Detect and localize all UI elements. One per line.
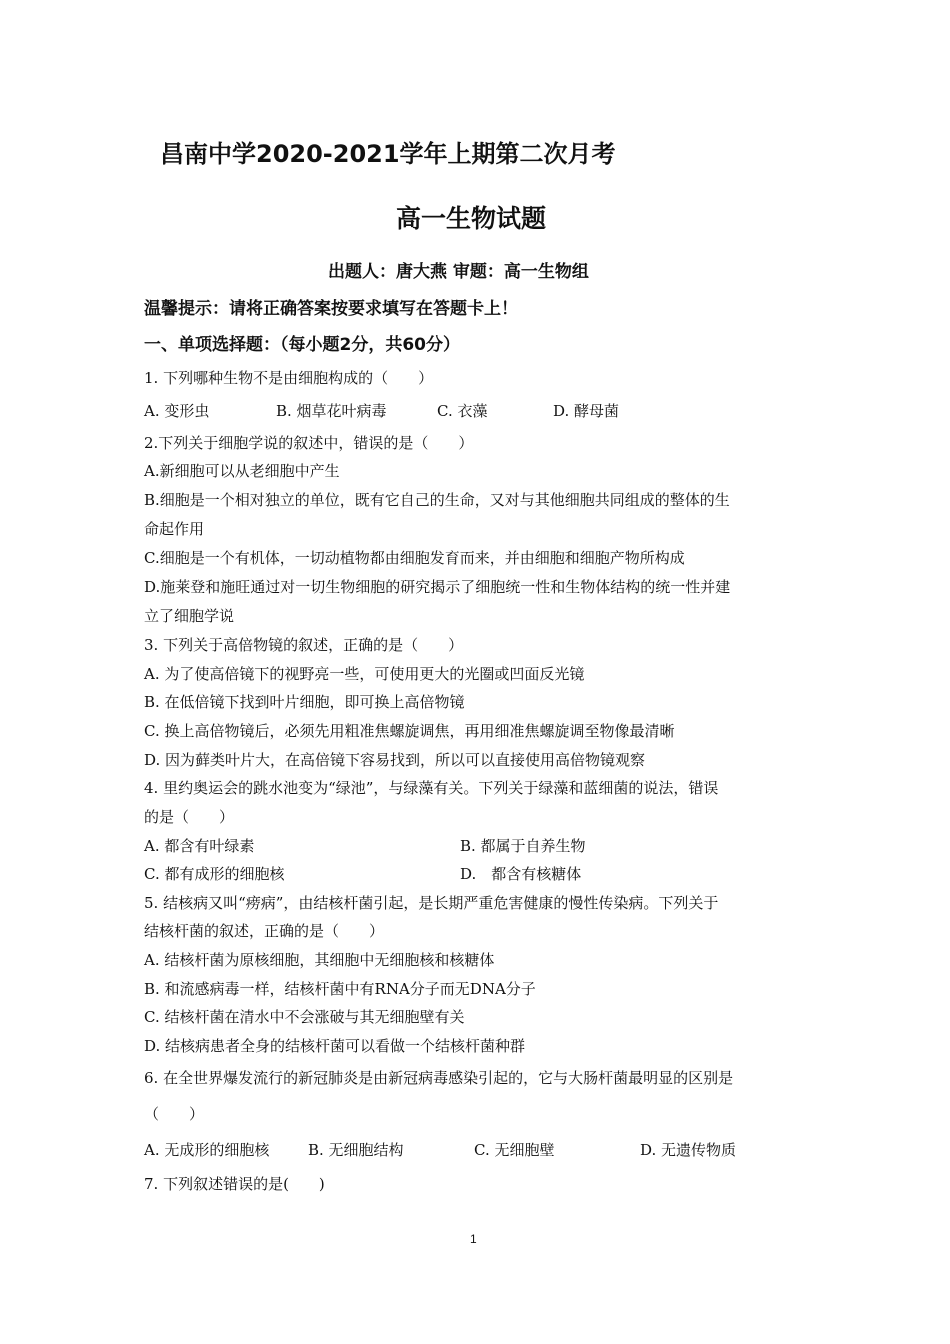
q3-option-c: C. 换上高倍物镜后，必须先用粗准焦螺旋调焦，再用细准焦螺旋调至物像最清晰: [144, 722, 675, 740]
exam-subtitle: 高一生物试题: [396, 204, 547, 233]
q3-option-d: D. 因为藓类叶片大，在高倍镜下容易找到，所以可以直接使用高倍物镜观察: [144, 751, 646, 769]
q6-stem-line2: （ ）: [144, 1105, 205, 1123]
q2-option-d-line2: 立了细胞学说: [144, 607, 235, 625]
q2-option-c: C.细胞是一个有机体，一切动植物都由细胞发育而来，并由细胞和细胞产物所构成: [144, 549, 685, 567]
q6-option-a: A. 无成形的细胞核: [144, 1141, 270, 1159]
q1-option-d: D. 酵母菌: [553, 402, 620, 420]
q4-stem-line2: 的是（ ）: [144, 808, 235, 826]
exam-title: 昌南中学2020-2021学年上期第二次月考: [160, 140, 616, 168]
q5-option-d: D. 结核病患者全身的结核杆菌可以看做一个结核杆菌种群: [144, 1037, 526, 1055]
q6-stem-line1: 6. 在全世界爆发流行的新冠肺炎是由新冠病毒感染引起的，它与大肠杆菌最明显的区别是: [144, 1069, 734, 1087]
q5-option-b: B. 和流感病毒一样，结核杆菌中有RNA分子而无DNA分子: [144, 980, 536, 998]
q2-stem: 2.下列关于细胞学说的叙述中，错误的是（ ）: [144, 434, 474, 452]
q4-option-c: C. 都有成形的细胞核: [144, 865, 285, 883]
q2-option-b-line2: 命起作用: [144, 520, 205, 538]
warm-tip: 温馨提示：请将正确答案按要求填写在答题卡上！: [144, 299, 518, 319]
q6-option-c: C. 无细胞壁: [474, 1141, 555, 1159]
exam-authors: 出题人：唐大燕 审题：高一生物组: [328, 262, 589, 282]
q5-option-c: C. 结核杆菌在清水中不会涨破与其无细胞壁有关: [144, 1008, 465, 1026]
q4-stem-line1: 4. 里约奥运会的跳水池变为“绿池”，与绿藻有关。下列关于绿藻和蓝细菌的说法，错误: [144, 779, 719, 797]
section-heading: 一、单项选择题：（每小题2分，共60分）: [144, 335, 460, 355]
q4-option-a: A. 都含有叶绿素: [144, 837, 255, 855]
q1-option-c: C. 衣藻: [437, 402, 488, 420]
q1-option-a: A. 变形虫: [144, 402, 210, 420]
q6-option-d: D. 无遗传物质: [640, 1141, 737, 1159]
q1-stem: 1. 下列哪种生物不是由细胞构成的（ ）: [144, 369, 434, 387]
q2-option-a: A.新细胞可以从老细胞中产生: [144, 462, 340, 480]
q2-option-d-line1: D.施莱登和施旺通过对一切生物细胞的研究揭示了细胞统一性和生物体结构的统一性并建: [144, 578, 731, 596]
q3-option-a: A. 为了使高倍镜下的视野亮一些，可使用更大的光圈或凹面反光镜: [144, 665, 585, 683]
q5-stem-line1: 5. 结核病又叫“痨病”，由结核杆菌引起，是长期严重危害健康的慢性传染病。下列关于: [144, 894, 719, 912]
q3-option-b: B. 在低倍镜下找到叶片细胞，即可换上高倍物镜: [144, 693, 465, 711]
q2-option-b-line1: B.细胞是一个相对独立的单位，既有它自己的生命，又对与其他细胞共同组成的整体的生: [144, 491, 730, 509]
q1-option-b: B. 烟草花叶病毒: [276, 402, 387, 420]
q4-option-d: D. 都含有核糖体: [460, 865, 582, 883]
q3-stem: 3. 下列关于高倍物镜的叙述，正确的是（ ）: [144, 636, 464, 654]
q4-option-b: B. 都属于自养生物: [460, 837, 586, 855]
q6-option-b: B. 无细胞结构: [308, 1141, 404, 1159]
q7-stem: 7. 下列叙述错误的是( ): [144, 1175, 325, 1193]
q5-stem-line2: 结核杆菌的叙述，正确的是（ ）: [144, 922, 385, 940]
q5-option-a: A. 结核杆菌为原核细胞，其细胞中无细胞核和核糖体: [144, 951, 495, 969]
page-number: 1: [470, 1232, 477, 1246]
